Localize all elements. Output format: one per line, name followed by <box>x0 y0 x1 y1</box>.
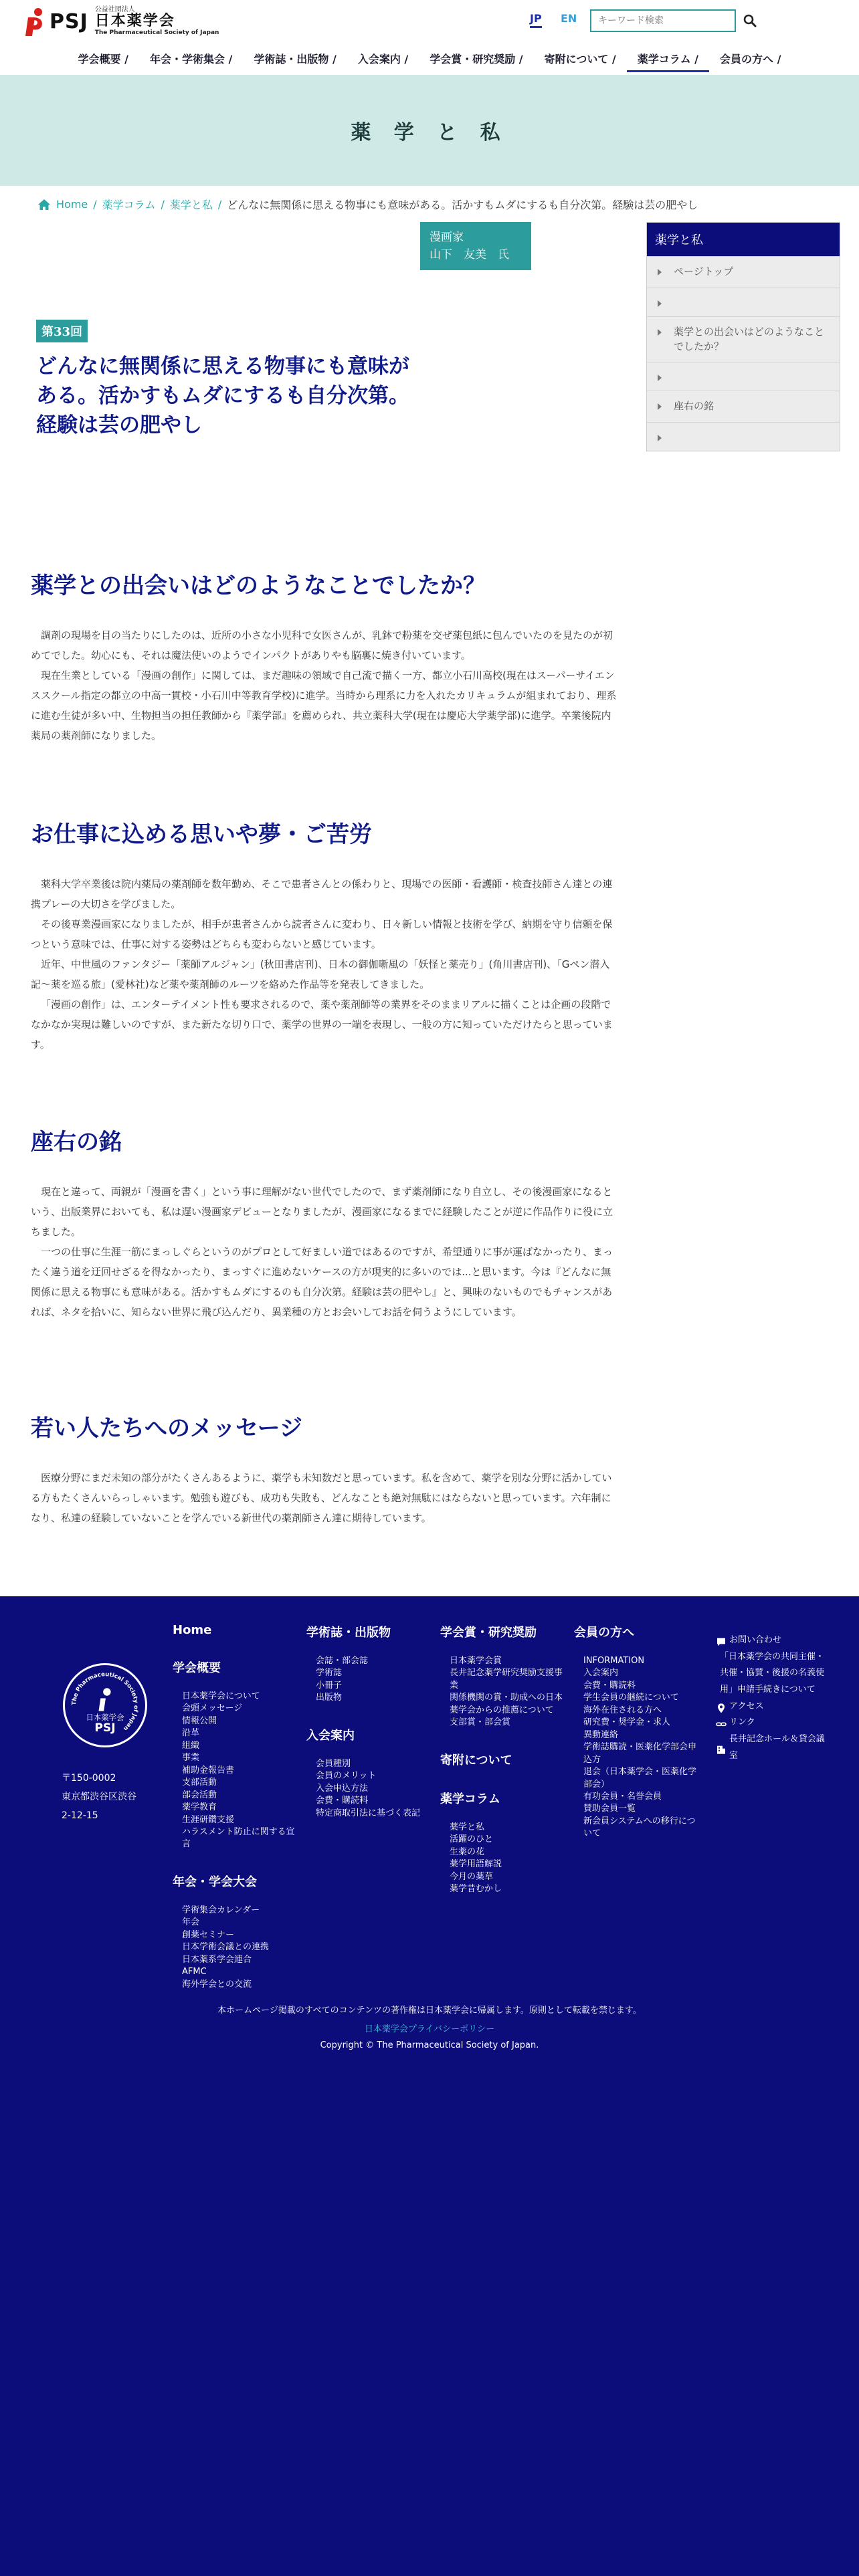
nav-column[interactable]: 薬学コラム / <box>627 47 709 72</box>
footer-contact-link[interactable] <box>716 1632 830 1649</box>
footer-link[interactable]: 関係機関の賞・助成への日本薬学会からの推薦について <box>450 1693 563 1715</box>
footer-link[interactable]: AFMC <box>182 1967 207 1977</box>
footer-link[interactable]: 支部活動 <box>182 1778 217 1788</box>
breadcrumb-current: どんなに無関係に思える物事にも意味がある。活かすもムダにするも自分次第。経験は芸の肥やし <box>227 199 698 211</box>
footer-link[interactable]: 薬学と私 <box>450 1822 485 1832</box>
section-message <box>31 1410 619 1528</box>
site-header <box>0 0 859 66</box>
footer-col-2 <box>306 1623 434 1820</box>
footer-link[interactable]: 会費・購読料 <box>583 1680 636 1691</box>
footer-link[interactable]: 出版物 <box>316 1693 343 1703</box>
footer-address <box>62 1769 136 1825</box>
lang-en-link[interactable]: EN <box>561 12 577 25</box>
footer-link[interactable]: 生涯研鑽支援 <box>182 1814 235 1825</box>
footer-link[interactable]: 生薬の花 <box>450 1846 485 1857</box>
footer-link[interactable]: 活躍のひと <box>450 1834 494 1845</box>
seal-ring-text: The Pharmaceutical Society of Japan <box>71 1671 139 1732</box>
nav-about[interactable]: 学会概要 / <box>78 53 128 66</box>
breadcrumb-separator: / <box>161 198 165 211</box>
footer-link[interactable]: 創薬セミナー <box>182 1929 235 1940</box>
author-role: 漫画家 <box>430 231 464 244</box>
footer-home-link[interactable]: Home <box>173 1623 212 1637</box>
footer-link[interactable]: 海外学会との交流 <box>182 1979 252 1990</box>
footer-link[interactable]: 特定商取引法に基づく表記 <box>316 1808 421 1818</box>
breadcrumb-separator: / <box>93 198 97 211</box>
section-paragraph: 調剤の現場を目の当たりにしたのは、近所の小さな小児科で女医さんが、乳鉢で粉薬を交ぜ薬包紙に包んでいたのを見たのが初めてでした。幼心にも、それは魔法使いのようでインパクトがありやも脳裏に焼き付いています。 <box>31 629 613 661</box>
section-heading: 若い人たちへのメッセージ <box>31 1415 302 1442</box>
logo-psj-text: PSJ <box>50 9 88 33</box>
site-logo[interactable] <box>25 7 219 36</box>
footer-link[interactable]: 退会（日本薬学会・医薬化学部会） <box>583 1767 697 1790</box>
author-name: 山下 友美 氏 <box>430 248 509 262</box>
logo-name-en: The Pharmaceutical Society of Japan <box>94 29 219 36</box>
footer-list-awards <box>440 1655 567 1729</box>
footer-heading-journals[interactable]: 学術誌・出版物 <box>306 1626 391 1640</box>
footer-link[interactable]: 賛助会員一覧 <box>583 1804 636 1814</box>
footer-copyright: Copyright © The Pharmaceutical Society of Japan. <box>320 2040 539 2050</box>
footer-link[interactable]: 部会活動 <box>182 1790 217 1800</box>
footer-col-1 <box>173 1623 300 1991</box>
footer-link[interactable]: 日本薬学会について <box>182 1691 260 1701</box>
footer-link[interactable]: 薬学用語解説 <box>450 1859 502 1870</box>
sidebar-item-label: 薬学との出会いはどのようなことでしたか？ <box>674 325 825 352</box>
chat-icon <box>716 1635 727 1649</box>
caret-right-icon <box>655 433 664 443</box>
footer-access-label: アクセス <box>729 1701 764 1711</box>
footer-link[interactable]: 沿革 <box>182 1728 200 1739</box>
nav-annual-meeting[interactable]: 年会・学術集会 / <box>149 53 233 66</box>
footer-link[interactable]: 学術集会カレンダー <box>182 1905 260 1915</box>
sidebar-title: 薬学と私 <box>647 223 840 256</box>
breadcrumb <box>37 197 698 212</box>
nav-donation[interactable]: 寄附について / <box>544 53 616 66</box>
page-title: 薬 学 と 私 <box>351 121 508 144</box>
section-work <box>31 816 619 1055</box>
footer-list-column <box>440 1822 567 1896</box>
caret-right-icon <box>655 328 664 337</box>
section-paragraph: その後専業漫画家になりましたが、相手が患者さんから読者さんに変わり、日々新しい情報と技術を学び、納期を守り信頼を保つという意味では、仕事に対する姿勢はどちらも変わらないと感じています。 <box>31 918 613 950</box>
section-motto <box>31 1123 619 1322</box>
footer-hall-link[interactable] <box>716 1731 830 1764</box>
seal-psj: PSJ <box>94 1721 116 1735</box>
footer-heading-annual[interactable]: 年会・学会大会 <box>173 1874 257 1889</box>
footer-link[interactable]: 年会 <box>182 1917 200 1928</box>
building-icon <box>716 1734 727 1764</box>
footer-col-3 <box>440 1623 567 1895</box>
footer-heading-column[interactable]: 薬学コラム <box>440 1792 500 1806</box>
logo-name-ja: 日本薬学会 <box>94 13 175 30</box>
footer-link[interactable]: ハラスメント防止に関する宣言 <box>182 1826 295 1850</box>
footer-heading-awards[interactable]: 学会賞・研究奨励 <box>440 1626 537 1640</box>
section-paragraph: 「漫画の創作」は、エンターテイメント性も要求されるので、薬や薬剤師等の業界をそのままリアルに描くことは企画の段階でなかなか実現は難しいのですが、また新たな切り口で、薬学の世界の一端を表現し、一般の方に知っていただけたらと思っています。 <box>31 998 613 1051</box>
footer-list-members <box>574 1655 701 1840</box>
lang-jp-link[interactable]: JP <box>530 12 542 28</box>
section-paragraph: 現在生業としている「漫画の創作」に関しては、まだ趣味の領域で自己流で描く一方、都立小石川高校(現在はスーパーサイエンススクール指定の都立の中高一貫校・小石川中等教育学校)に進学。当時から理系に力を入れたカリキュラムが組まれており、理系に進む生徒が多い中、生物担当の担任教師から『薬学部』を薦められ、共立薬科大学(現在は慶応大学薬学部)に進学。卒業後院内薬局の薬剤師になりました。 <box>31 669 617 742</box>
footer-link[interactable]: 日本学術会議との連携 <box>182 1942 270 1953</box>
site-footer <box>0 1596 859 2576</box>
page-banner <box>0 75 859 186</box>
footer-access-link[interactable] <box>716 1699 830 1715</box>
sidebar-item-label: ページトップ <box>674 265 734 278</box>
nav-journals[interactable]: 学術誌・出版物 / <box>254 53 337 66</box>
sidebar-item-motto[interactable] <box>647 391 840 422</box>
caret-right-icon <box>655 267 664 277</box>
footer-contact-label: お問い合わせ <box>729 1635 782 1645</box>
nav-awards[interactable]: 学会賞・研究奨励 / <box>430 53 523 66</box>
footer-list-join <box>306 1758 434 1820</box>
footer-list-annual <box>173 1905 300 1991</box>
footer-link[interactable]: 学生会員の継続について <box>583 1693 679 1703</box>
footer-link[interactable]: 異動連絡 <box>583 1729 619 1740</box>
footer-link[interactable]: 日本薬系学会連合 <box>182 1954 252 1965</box>
footer-link[interactable]: INFORMATION <box>583 1656 645 1666</box>
footer-hall-label: 長井記念ホール＆貸会議室 <box>729 1734 825 1761</box>
footer-side-links <box>716 1632 830 1765</box>
footer-link[interactable]: 薬学昔むかし <box>450 1883 502 1894</box>
author-badge <box>420 222 531 270</box>
footer-link[interactable]: 日本薬学会賞 <box>450 1656 502 1666</box>
footer-copyright-notice: 本ホームページ掲載のすべてのコンテンツの著作権は日本薬学会に帰属します。原則として転載を禁じます。 <box>217 2006 642 2016</box>
footer-link[interactable]: 会費・購読料 <box>316 1796 369 1806</box>
footer-link[interactable]: 研究費・奨学金・求人 <box>583 1717 671 1728</box>
logo-text-block <box>95 6 219 36</box>
footer-link[interactable]: 会員のメリット <box>316 1771 377 1782</box>
footer-heading-members[interactable]: 会員の方へ <box>574 1626 634 1640</box>
footer-col-4 <box>574 1623 701 1840</box>
footer-link[interactable]: 学術誌購読・医薬化学部会申込方 <box>583 1742 697 1765</box>
footer-sponsorship-link[interactable]: 「日本薬学会の共同主催・共催・協賛・後援の名義使用」申請手続きについて <box>720 1651 825 1695</box>
section-paragraph: 医療分野にまだ未知の部分がたくさんあるように、薬学も未知数だと思っています。私を含めて、薬学を別な分野に活かしている方もたくさんいらっしゃいます。勉強も遊びも、成功も失敗も、どんなことも絶対無駄にはならないと思っています。六年制になり、私達の経験していないことを学んでいる新世代の薬剤師さん達に期待しています。 <box>31 1472 612 1524</box>
footer-link[interactable]: 補助金報告書 <box>182 1765 235 1776</box>
search-icon[interactable] <box>743 12 757 29</box>
sidebar-item-empty[interactable] <box>647 288 840 316</box>
psj-seal-icon <box>63 1663 147 1747</box>
breadcrumb-category[interactable]: 薬学と私 <box>169 199 213 211</box>
caret-right-icon <box>655 373 664 383</box>
caret-right-icon <box>655 299 664 308</box>
section-encounter <box>31 567 619 746</box>
footer-heading-donation[interactable]: 寄附について <box>440 1753 512 1767</box>
caret-right-icon <box>655 402 664 411</box>
footer-list-journals <box>306 1655 434 1705</box>
address-line: 2-12-15 <box>62 1810 98 1821</box>
section-heading: お仕事に込める思いや夢・ご苦労 <box>31 821 372 848</box>
footer-link[interactable]: 会誌・部会誌 <box>316 1656 369 1666</box>
sidebar-menu <box>646 222 840 451</box>
issue-number-badge: 第33回 <box>36 320 88 342</box>
sidebar-item-page-top[interactable] <box>647 256 840 288</box>
home-icon <box>37 199 51 211</box>
main-nav <box>0 47 859 72</box>
footer-list-about <box>173 1691 300 1851</box>
nav-membership[interactable]: 入会案内 / <box>357 53 409 66</box>
map-pin-icon <box>716 1701 727 1715</box>
nav-members[interactable]: 会員の方へ / <box>720 53 781 66</box>
breadcrumb-separator: / <box>217 198 222 211</box>
footer-link[interactable]: 学術誌 <box>316 1668 343 1679</box>
section-heading: 座右の銘 <box>31 1129 122 1156</box>
footer-link[interactable]: 情報公開 <box>182 1715 217 1726</box>
section-paragraph: 薬科大学卒業後は院内薬局の薬剤師を数年勤め、そこで患者さんとの係わりと、現場での医師・看護師・検査技師さん達との連携プレーの大切さを学びました。 <box>31 878 613 910</box>
footer-heading-join[interactable]: 入会案内 <box>306 1728 355 1743</box>
footer-heading-about[interactable]: 学会概要 <box>173 1661 221 1675</box>
footer-privacy-link[interactable]: 日本薬学会プライバシーポリシー <box>364 2024 495 2034</box>
logo-org-type: 公益社団法人 <box>94 6 135 14</box>
sidebar-item-label: 座右の銘 <box>674 400 714 413</box>
link-icon <box>716 1717 727 1731</box>
section-paragraph: 一つの仕事に生涯一筋にまっしぐらというのがプロとして好ましい道ではあるのですが、希望通りに事が運ばなかったり、まったく違う道を迂回せざるを得なかったり、まっすぐに進めないケースの方が現実的に多いのでは...と思います。今は『どんなに無関係に思える物事にも意味がある。活かすもムダにするのも自分次第。経験は芸の肥やし』と、興味のないものでもチャンスがあれば、ネタを拾いに、知らない世界に飛び込んだり、異業種の方とお会いしてお話を伺うようにしています。 <box>31 1246 613 1318</box>
section-paragraph: 近年、中世風のファンタジー「薬師アルジャン」(秋田書店刊)、日本の御伽噺風の「妖怪と薬売り」(角川書店刊)、「Gペン潜入記〜薬を巡る旅」(愛林社)など薬や薬剤師のルーツを絡めた作品等を発表してきました。 <box>31 958 610 990</box>
sidebar-item-encounter[interactable] <box>647 316 840 362</box>
footer-link[interactable]: 有功会員・名誉会員 <box>583 1791 662 1802</box>
seal-text-ja: 日本薬学会 <box>86 1712 124 1722</box>
footer-link[interactable]: 組織 <box>182 1740 200 1751</box>
footer-link-label: リンク <box>729 1717 755 1728</box>
footer-link[interactable]: 薬学教育 <box>182 1802 217 1813</box>
footer-link[interactable]: 今月の薬草 <box>450 1871 494 1882</box>
footer-link[interactable]: 入会案内 <box>583 1668 619 1679</box>
footer-link[interactable]: 新会員システムへの移行について <box>583 1816 696 1839</box>
sidebar-item-empty[interactable] <box>647 422 840 451</box>
footer-link[interactable]: 支部賞・部会賞 <box>450 1717 511 1728</box>
footer-link[interactable]: 長井記念薬学研究奨励支援事業 <box>450 1668 563 1691</box>
breadcrumb-column[interactable]: 薬学コラム <box>102 199 156 211</box>
search-input[interactable] <box>590 9 736 32</box>
sidebar-item-empty[interactable] <box>647 362 840 391</box>
address-line: 東京都渋谷区渋谷 <box>62 1792 136 1802</box>
footer-link-link[interactable] <box>716 1715 830 1731</box>
section-heading: 薬学との出会いはどのようなことでしたか？ <box>31 572 486 599</box>
psj-logo-icon <box>25 7 45 36</box>
footer-link[interactable]: 海外在住される方へ <box>583 1705 662 1715</box>
address-line: 〒150-0002 <box>62 1773 116 1784</box>
footer-link[interactable]: 小冊子 <box>316 1680 343 1691</box>
footer-link[interactable]: 事業 <box>182 1753 200 1763</box>
footer-link[interactable]: 入会申込方法 <box>316 1783 369 1794</box>
footer-link[interactable]: 会頭メッセージ <box>182 1703 243 1714</box>
footer-link[interactable]: 会員種別 <box>316 1758 351 1769</box>
breadcrumb-home[interactable]: Home <box>56 198 88 211</box>
article-title: どんなに無関係に思える物事にも意味がある。活かすもムダにするも自分次第。経験は芸の肥やし <box>36 354 409 438</box>
section-paragraph: 現在と違って、両親が「漫画を書く」という事に理解がない世代でしたので、まず薬剤師になり自立し、その後漫画家になるという、出版業界においても、私は遅い漫画家デビューとなりましたが、漫画家になるまでに経験したことが逆に作品作りに役に立ちました。 <box>31 1186 613 1238</box>
